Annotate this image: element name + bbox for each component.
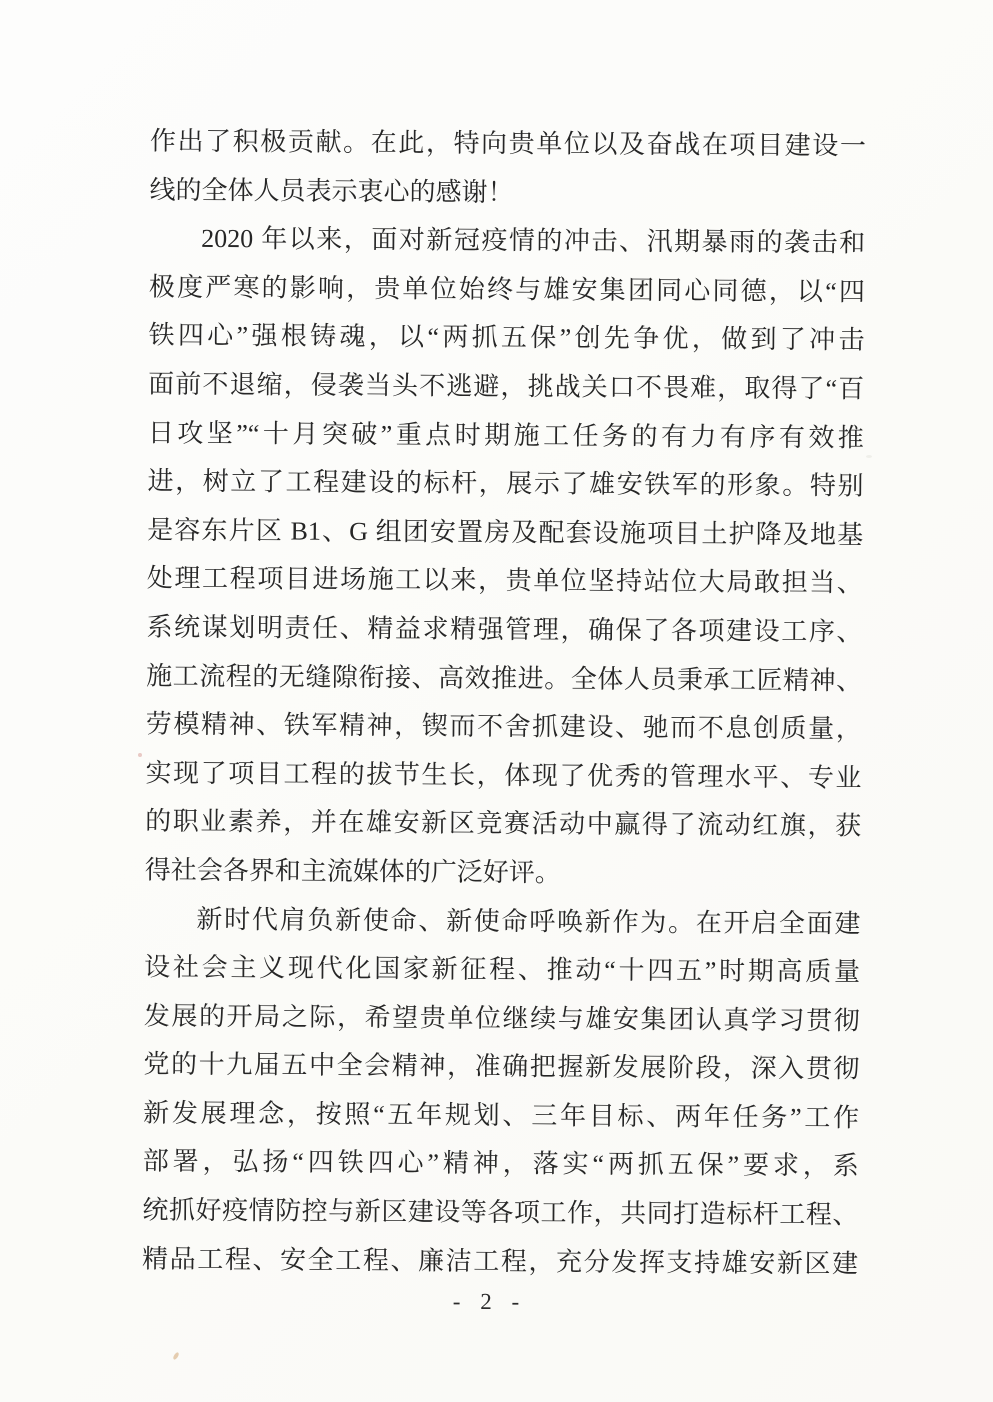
- paragraph: [149, 118, 866, 220]
- text-line: 部署，弘扬“四铁四心”精神，落实“两抓五保”要求，系: [142, 1146, 859, 1181]
- text-line: 日攻坚”“十月突破”重点时期施工任务的有力有序有效推: [147, 418, 864, 453]
- text-line: 的职业素养，并在雄安新区竞赛活动中赢得了流动红旗，获: [145, 806, 862, 841]
- scan-speck: [172, 1352, 180, 1361]
- text-line: 施工流程的无缝隙衔接、高效推进。全体人员秉承工匠精神、: [146, 661, 863, 696]
- text-line: 处理工程项目进场施工以来，贵单位坚持站位大局敢担当、: [146, 563, 863, 598]
- text-line: 党的十九届五中全会精神，准确把握新发展阶段，深入贯彻: [143, 1049, 860, 1084]
- text-line: 是容东片区 B1、G 组团安置房及配套设施项目土护降及地基: [147, 515, 864, 550]
- text-line: 新发展理念，按照“五年规划、三年目标、两年任务”工作: [143, 1098, 860, 1133]
- text-line: 极度严寒的影响，贵单位始终与雄安集团同心同德，以“四: [148, 272, 865, 307]
- text-line: 进，树立了工程建设的标杆，展示了雄安铁军的形象。特别: [147, 466, 864, 501]
- text-line: 新时代肩负新使命、新使命呼唤新作为。在开启全面建: [196, 904, 861, 938]
- text-line: 发展的开局之际，希望贵单位继续与雄安集团认真学习贯彻: [143, 1001, 860, 1036]
- text-line: 线的全体人员表示衷心的感谢！: [149, 175, 514, 207]
- text-line: 系统谋划明责任、精益求精强管理，确保了各项建设工序、: [146, 612, 863, 647]
- scan-speck: [138, 753, 142, 757]
- text-line: 铁四心”强根铸魂，以“两抓五保”创先争优，做到了冲击: [148, 320, 865, 355]
- paragraph: [142, 895, 861, 1289]
- text-line: 设社会主义现代化国家新征程、推动“十四五”时期高质量: [144, 952, 861, 987]
- text-line: 面前不退缩，侵袭当头不逃避，挑战关口不畏难，取得了“百: [148, 369, 865, 404]
- scan-speck: [866, 455, 872, 458]
- letter-body: [142, 118, 866, 1289]
- text-line: 作出了积极贡献。在此，特向贵单位以及奋战在项目建设一: [149, 126, 866, 161]
- text-line: 得社会各界和主流媒体的广泛好评。: [144, 855, 561, 888]
- paragraph: [145, 215, 866, 900]
- text-line: 统抓好疫情防控与新区建设等各项工作，共同打造标杆工程、: [142, 1195, 859, 1230]
- text-line: 实现了项目工程的拔节生长，体现了优秀的管理水平、专业: [145, 758, 862, 793]
- text-line: 精品工程、安全工程、廉洁工程，充分发挥支持雄安新区建: [142, 1244, 859, 1279]
- text-line: 2020 年以来，面对新冠疫情的冲击、汛期暴雨的袭击和: [201, 224, 866, 258]
- text-line: 劳模精神、铁军精神，锲而不舍抓建设、驰而不息创质量，: [145, 709, 862, 744]
- page-number: - 2 -: [452, 1288, 525, 1315]
